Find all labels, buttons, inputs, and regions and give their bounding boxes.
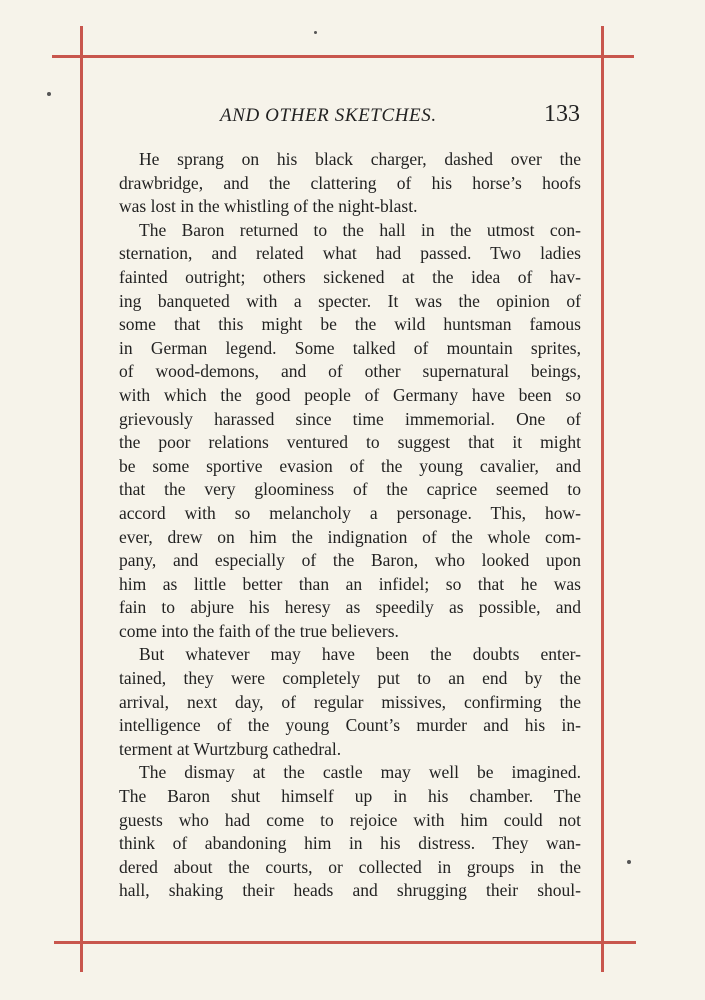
text-line: The Baron shut himself up in his chamber. The: [119, 786, 581, 807]
text-line: terment at Wurtzburg cathedral.: [119, 738, 342, 759]
text-line: sternation, and related what had passed. Two ladies: [119, 243, 581, 264]
text-line: him as little better than an infidel; so that he was: [119, 573, 581, 594]
text-line: the poor relations ventured to suggest that it might: [119, 432, 581, 453]
text-line: The dismay at the castle may well be imagined.: [139, 762, 581, 783]
text-line: grievously harassed since time immemorial. One of: [119, 408, 581, 429]
text-line: But whatever may have been the doubts enter-: [139, 644, 581, 665]
paper-speck: [627, 860, 631, 864]
paper-speck: [314, 31, 317, 34]
text-line: come into the faith of the true believers.: [119, 620, 399, 641]
text-line: intelligence of the young Count’s murder and his in-: [119, 715, 581, 736]
text-line: fain to abjure his heresy as speedily as possible, and: [119, 597, 581, 618]
text-line: fainted outright; others sickened at the idea of hav-: [119, 266, 581, 287]
text-line: The Baron returned to the hall in the utmost con-: [139, 219, 581, 240]
text-line: think of abandoning him in his distress. They wan-: [119, 833, 581, 854]
paper-speck: [47, 92, 51, 96]
text-line: dered about the courts, or collected in groups in the: [119, 856, 581, 877]
text-line: tained, they were completely put to an end by the: [119, 668, 581, 689]
running-title: AND OTHER SKETCHES.: [220, 105, 437, 126]
border-rule-bottom: [54, 941, 636, 944]
text-line: He sprang on his black charger, dashed over the: [139, 149, 581, 169]
text-line: ing banqueted with a specter. It was the opinion of: [119, 290, 581, 311]
text-line: accord with so melancholy a personage. This, how-: [119, 502, 581, 523]
text-line: guests who had come to rejoice with him could not: [119, 809, 581, 830]
text-line: ever, drew on him the indignation of the whole com-: [119, 526, 581, 547]
text-line: drawbridge, and the clattering of his horse’s hoofs: [119, 172, 581, 193]
text-line: in German legend. Some talked of mountain sprites,: [119, 337, 581, 358]
text-line: pany, and especially of the Baron, who looked upon: [119, 550, 581, 571]
body-text: [119, 148, 581, 903]
text-line: be some sportive evasion of the young cavalier, and: [119, 455, 581, 476]
text-line: of wood-demons, and of other supernatural beings,: [119, 361, 581, 382]
text-line: with which the good people of Germany have been so: [119, 384, 581, 405]
page-number: 133: [544, 101, 580, 127]
text-line: some that this might be the wild huntsman famous: [119, 314, 581, 335]
text-line: was lost in the whistling of the night-blast.: [119, 196, 418, 217]
border-rule-top: [52, 55, 634, 58]
border-rule-right: [601, 26, 604, 972]
border-rule-left: [80, 26, 83, 972]
running-header: [120, 101, 580, 131]
text-line: that the very gloominess of the caprice seemed to: [119, 479, 581, 500]
text-line: hall, shaking their heads and shrugging their shoul-: [119, 880, 581, 901]
text-line: arrival, next day, of regular missives, confirming the: [119, 691, 581, 712]
